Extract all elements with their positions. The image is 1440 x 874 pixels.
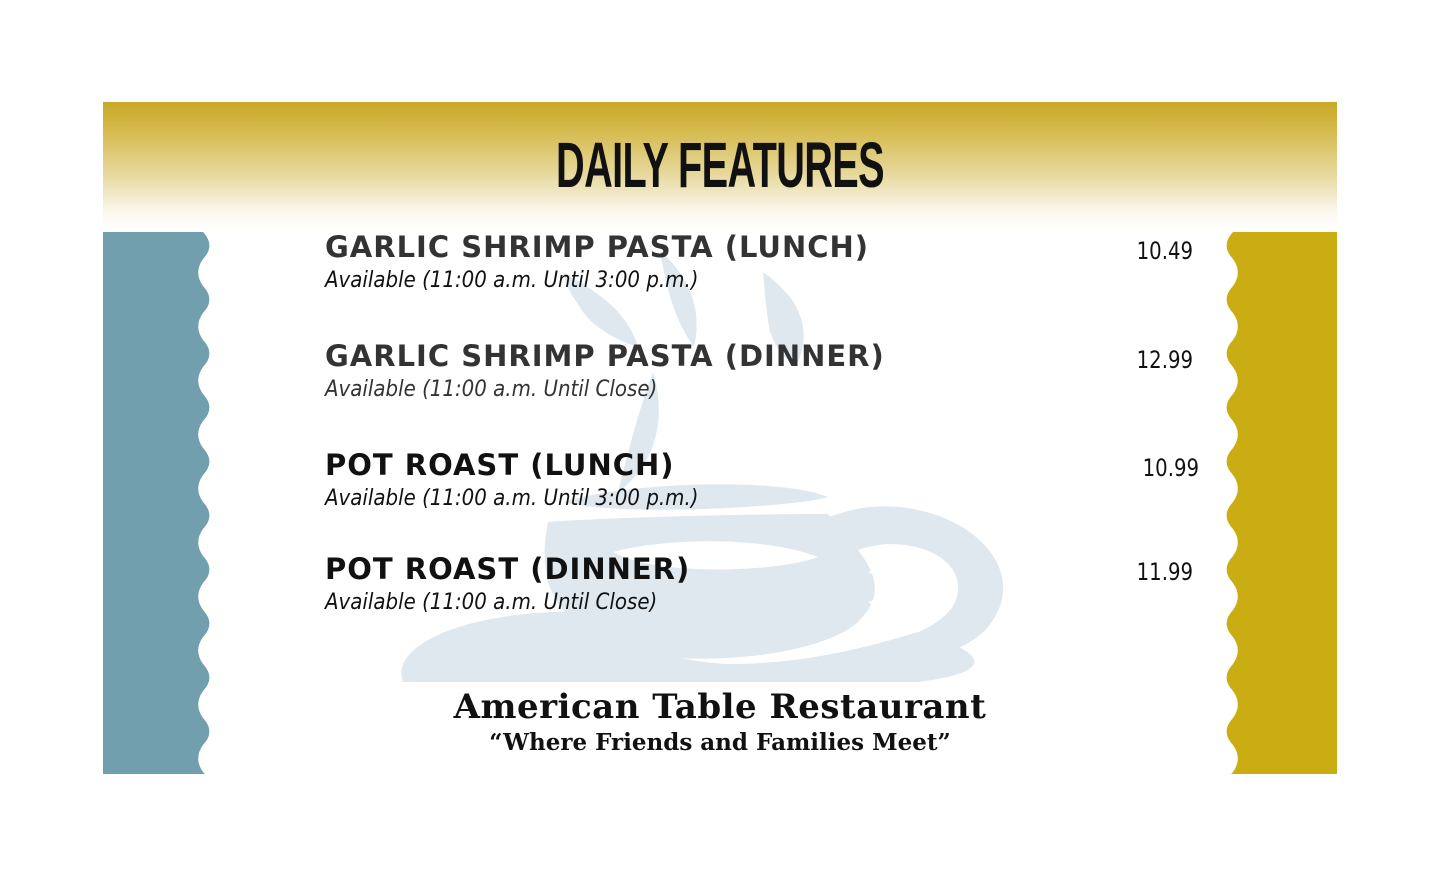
menu-item-name: GARLIC SHRIMP PASTA (DINNER) <box>325 339 885 373</box>
restaurant-tagline: “Where Friends and Families Meet” <box>489 729 951 756</box>
menu-item-availability: Available (11:00 a.m. Until 3:00 p.m.) <box>325 268 699 293</box>
menu-item-name: GARLIC SHRIMP PASTA (LUNCH) <box>325 230 870 264</box>
menu-item-availability: Available (11:00 a.m. Until Close) <box>325 377 658 402</box>
daily-features-card <box>103 102 1337 774</box>
page-title: DAILY FEATURES <box>556 129 884 201</box>
restaurant-footer <box>103 686 1337 758</box>
menu-item <box>325 552 1225 618</box>
menu-item-price: 10.99 <box>1142 454 1199 482</box>
menu-item-price: 11.99 <box>1136 558 1193 586</box>
restaurant-name: American Table Restaurant <box>453 687 987 727</box>
menu-item <box>325 230 1225 296</box>
menu-item-name: POT ROAST (DINNER) <box>325 552 691 586</box>
menu-item-price: 10.49 <box>1136 237 1193 265</box>
menu-item <box>325 448 1225 514</box>
menu-item-name: POT ROAST (LUNCH) <box>325 448 675 482</box>
menu-item <box>325 339 1225 405</box>
menu-item-availability: Available (11:00 a.m. Until Close) <box>325 590 658 615</box>
menu-item-availability: Available (11:00 a.m. Until 3:00 p.m.) <box>325 486 699 511</box>
menu-item-price: 12.99 <box>1136 346 1193 374</box>
